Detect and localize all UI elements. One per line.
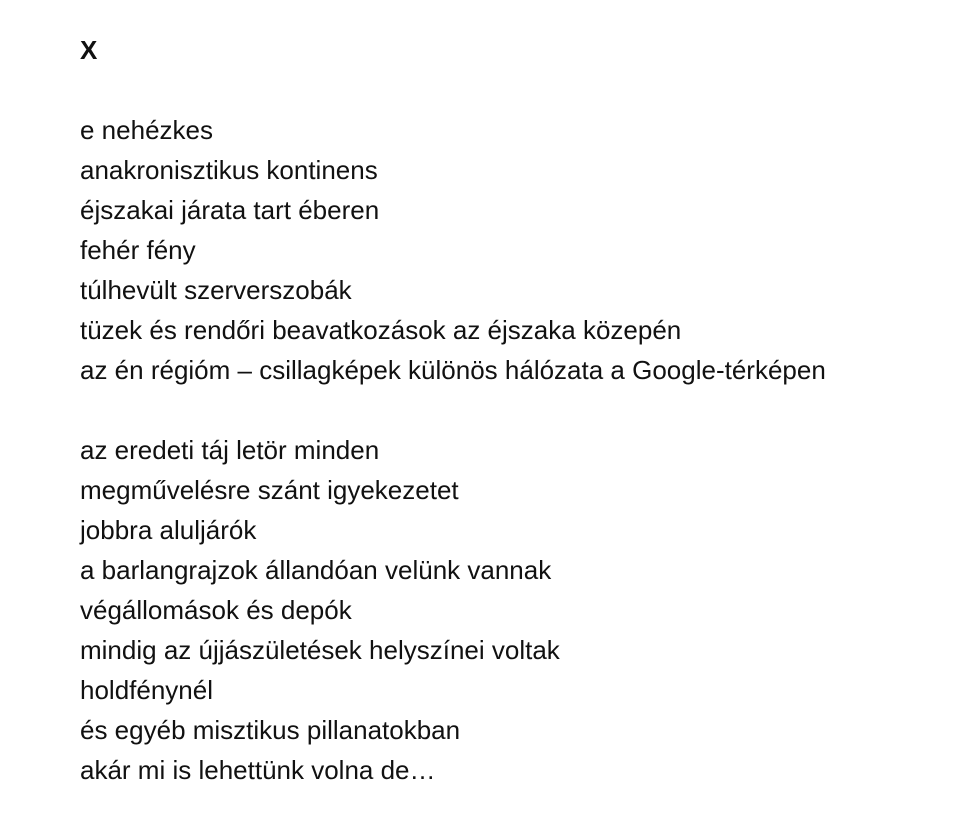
poem-line: és egyéb misztikus pillanatokban bbox=[80, 715, 461, 745]
stanza-2 bbox=[80, 430, 560, 790]
poem-line: megművelésre szánt igyekezetet bbox=[80, 475, 459, 505]
poem-line: az eredeti táj letör minden bbox=[80, 435, 380, 465]
poem-page bbox=[80, 0, 978, 820]
poem-line: végállomások és depók bbox=[80, 595, 352, 625]
poem-line: fehér fény bbox=[80, 235, 196, 265]
poem-line: tüzek és rendőri beavatkozások az éjszaka közepén bbox=[80, 315, 682, 345]
stanza-1 bbox=[80, 110, 826, 390]
poem-line: holdfénynél bbox=[80, 675, 213, 705]
poem-line: akár mi is lehettünk volna de… bbox=[80, 755, 436, 785]
poem-line: e nehézkes bbox=[80, 115, 213, 145]
poem-line: túlhevült szerverszobák bbox=[80, 275, 352, 305]
poem-line: az én régióm – csillagképek különös hálózata a Google-térképen bbox=[80, 355, 826, 385]
poem-title: X bbox=[80, 35, 98, 65]
poem-line: mindig az újjászületések helyszínei voltak bbox=[80, 635, 560, 665]
poem-line: a barlangrajzok állandóan velünk vannak bbox=[80, 555, 552, 585]
poem-line: jobbra aluljárók bbox=[80, 515, 257, 545]
poem-line: anakronisztikus kontinens bbox=[80, 155, 378, 185]
poem-line: éjszakai járata tart éberen bbox=[80, 195, 380, 225]
